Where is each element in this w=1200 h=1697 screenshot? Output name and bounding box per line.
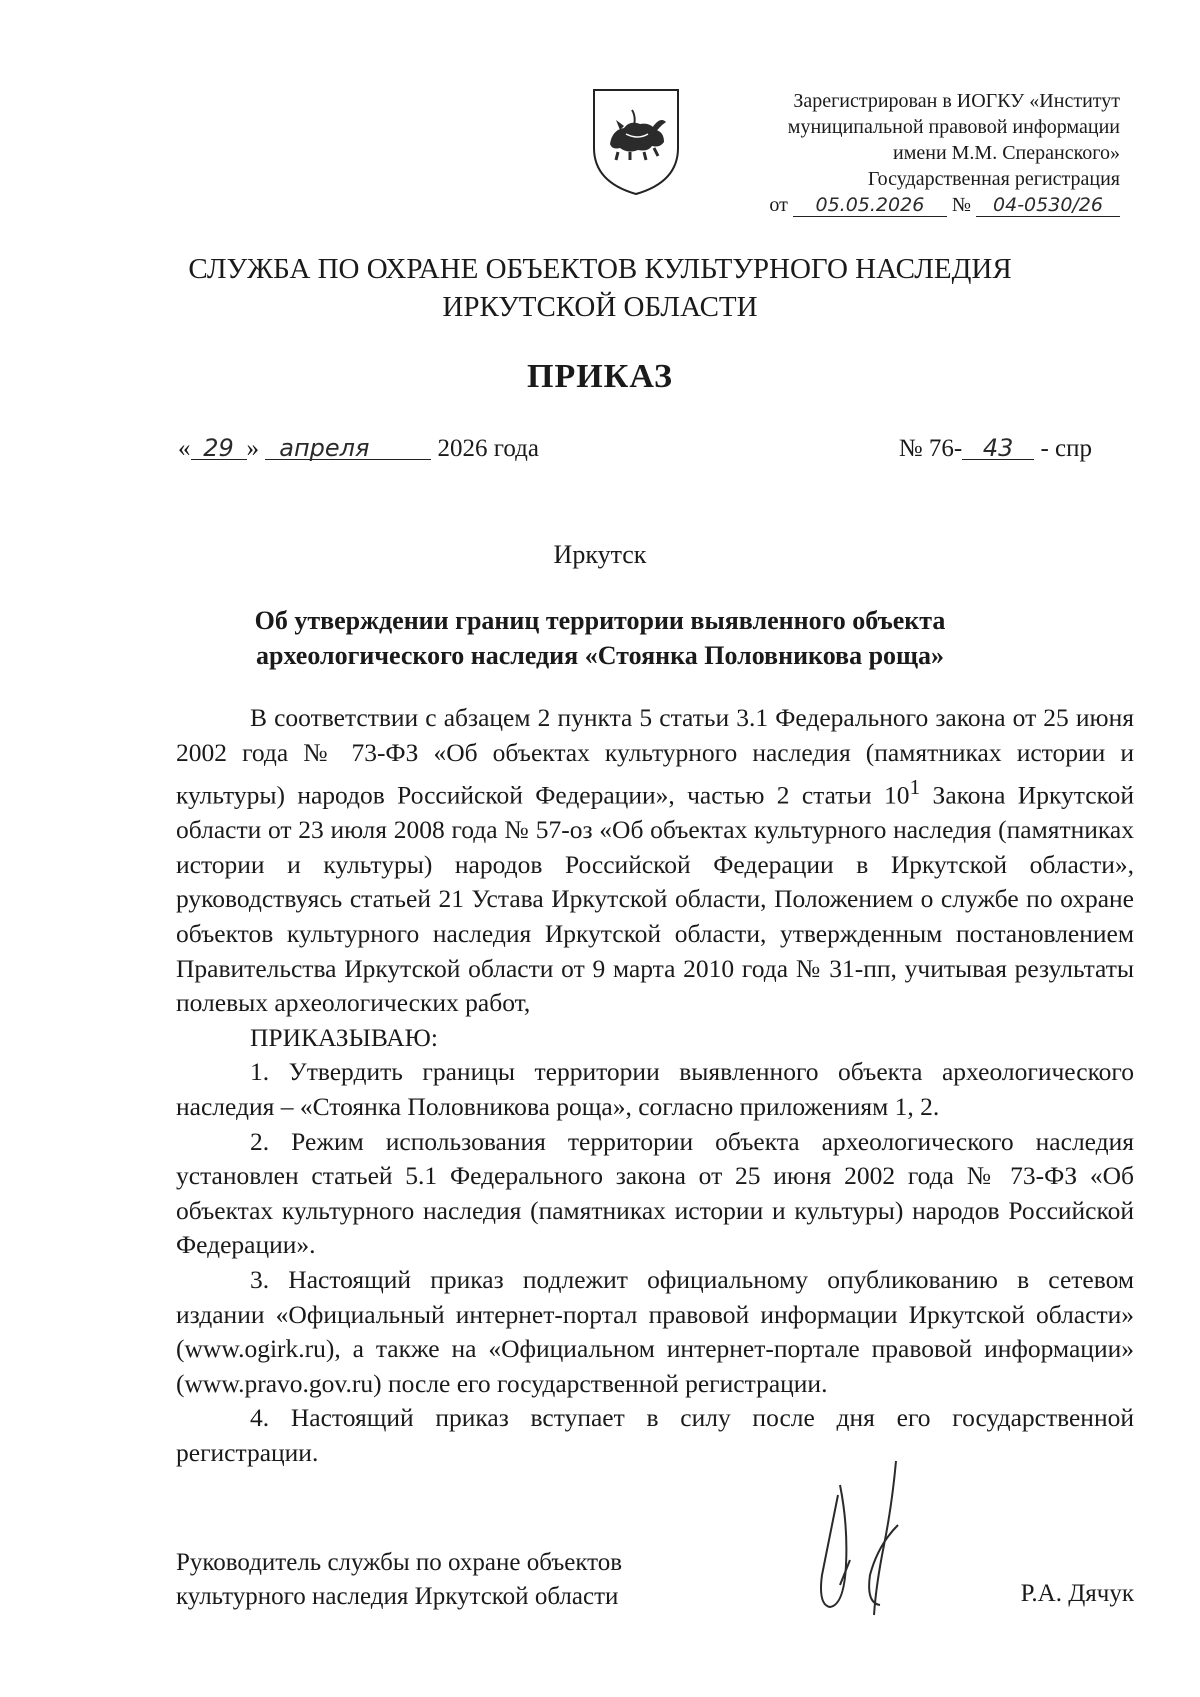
registration-line-1: Зарегистрирован в ИОГКУ «Институт	[793, 90, 1120, 112]
order-body	[176, 701, 1134, 1471]
order-number-prefix: № 76-	[898, 435, 963, 462]
order-item-2: 2. Режим использования территории объекта археологического наследия установлен статьей 5.1 Федерального закона от 25 июня 2002 года № 73-ФЗ «Об объектах культурного наследия (памятниках истории и культуры) народов Российской Федерации».	[176, 1126, 1134, 1260]
subject-line-2: археологического наследия «Стоянка Половникова роща»	[255, 641, 944, 670]
coat-of-arms-icon	[590, 86, 682, 198]
preamble-text-a: В соответствии с абзацем 2 пункта 5 статьи 3.1 Федерального закона от 25 июня 2002 года № 73-ФЗ «Об объектах культурного наследия (памятниках истории и культуры) народов Российской Федерации», частью 2 статьи 10	[176, 703, 1134, 810]
registration-date: 05.05.2026	[793, 194, 947, 217]
order-day: 29	[191, 437, 247, 460]
order-item-3: 3. Настоящий приказ подлежит официальному опубликованию в сетевом издании «Официальный интернет-портал правовой информации Иркутской области» (www.ogirk.ru), а также на «Официальном интернет-портале правовой информации» (www.pravo.gov.ru) после его государственной регистрации.	[176, 1265, 1134, 1398]
registration-from-label: от	[769, 194, 788, 216]
signatory-name: Р.А. Дячук	[1020, 1580, 1134, 1607]
agency-heading	[0, 250, 1200, 326]
registration-line-2: муниципальной правовой информации	[787, 116, 1120, 138]
order-subject	[0, 603, 1200, 673]
registration-number-label: №	[951, 194, 971, 216]
registration-stamp	[700, 88, 1120, 218]
date-open-quote: «	[178, 435, 191, 462]
registration-line-3: имени М.М. Сперанского»	[893, 142, 1120, 164]
order-number-value: 43	[962, 437, 1034, 460]
order-item-4: 4. Настоящий приказ вступает в силу после дня его государственной регистрации.	[176, 1403, 1134, 1467]
agency-line-1: СЛУЖБА ПО ОХРАНЕ ОБЪЕКТОВ КУЛЬТУРНОГО НАСЛЕДИЯ	[188, 253, 1012, 285]
agency-line-2: ИРКУТСКОЙ ОБЛАСТИ	[442, 291, 758, 323]
signatory-position-line-2: культурного наследия Иркутской области	[176, 1583, 619, 1610]
decree-word: ПРИКАЗЫВАЮ:	[250, 1022, 438, 1052]
order-month: апреля	[265, 437, 431, 460]
order-year: 2026 года	[437, 435, 539, 462]
signatory-position-line-1: Руководитель службы по охране объектов	[176, 1549, 623, 1576]
order-number	[899, 435, 1092, 463]
order-number-suffix: - спр	[1040, 435, 1092, 462]
registration-line-4: Государственная регистрация	[867, 168, 1120, 190]
signatory-position	[176, 1546, 622, 1614]
document-title: ПРИКАЗ	[527, 358, 673, 395]
subject-line-1: Об утверждении границ территории выявленного объекта	[254, 606, 946, 635]
city: Иркутск	[553, 540, 647, 569]
date-close-quote: »	[246, 435, 259, 462]
preamble	[176, 701, 1134, 1021]
order-item-1: 1. Утвердить границы территории выявленного объекта археологического наследия – «Стоянка Половникова роща», согласно приложениям 1, 2.	[176, 1057, 1134, 1122]
preamble-text-b: Закона Иркутской области от 23 июля 2008 года № 57-оз «Об объектах культурного наследия (памятниках истории и культуры) народов Российской Федерации в Иркутской области», руководствуясь статьей 21 Устава Иркутской области, Положением о службе по охране объектов культурного наследия Иркутской области, утвержденным постановлением Правительства Иркутской области от 9 марта 2010 года № 31-пп, учитывая результаты полевых археологических работ,	[176, 780, 1135, 1018]
registration-date-line	[700, 192, 1120, 218]
order-date	[178, 435, 539, 463]
preamble-superscript: 1	[909, 775, 921, 800]
handwritten-signature	[800, 1455, 940, 1625]
registration-number: 04-0530/26	[976, 194, 1120, 217]
